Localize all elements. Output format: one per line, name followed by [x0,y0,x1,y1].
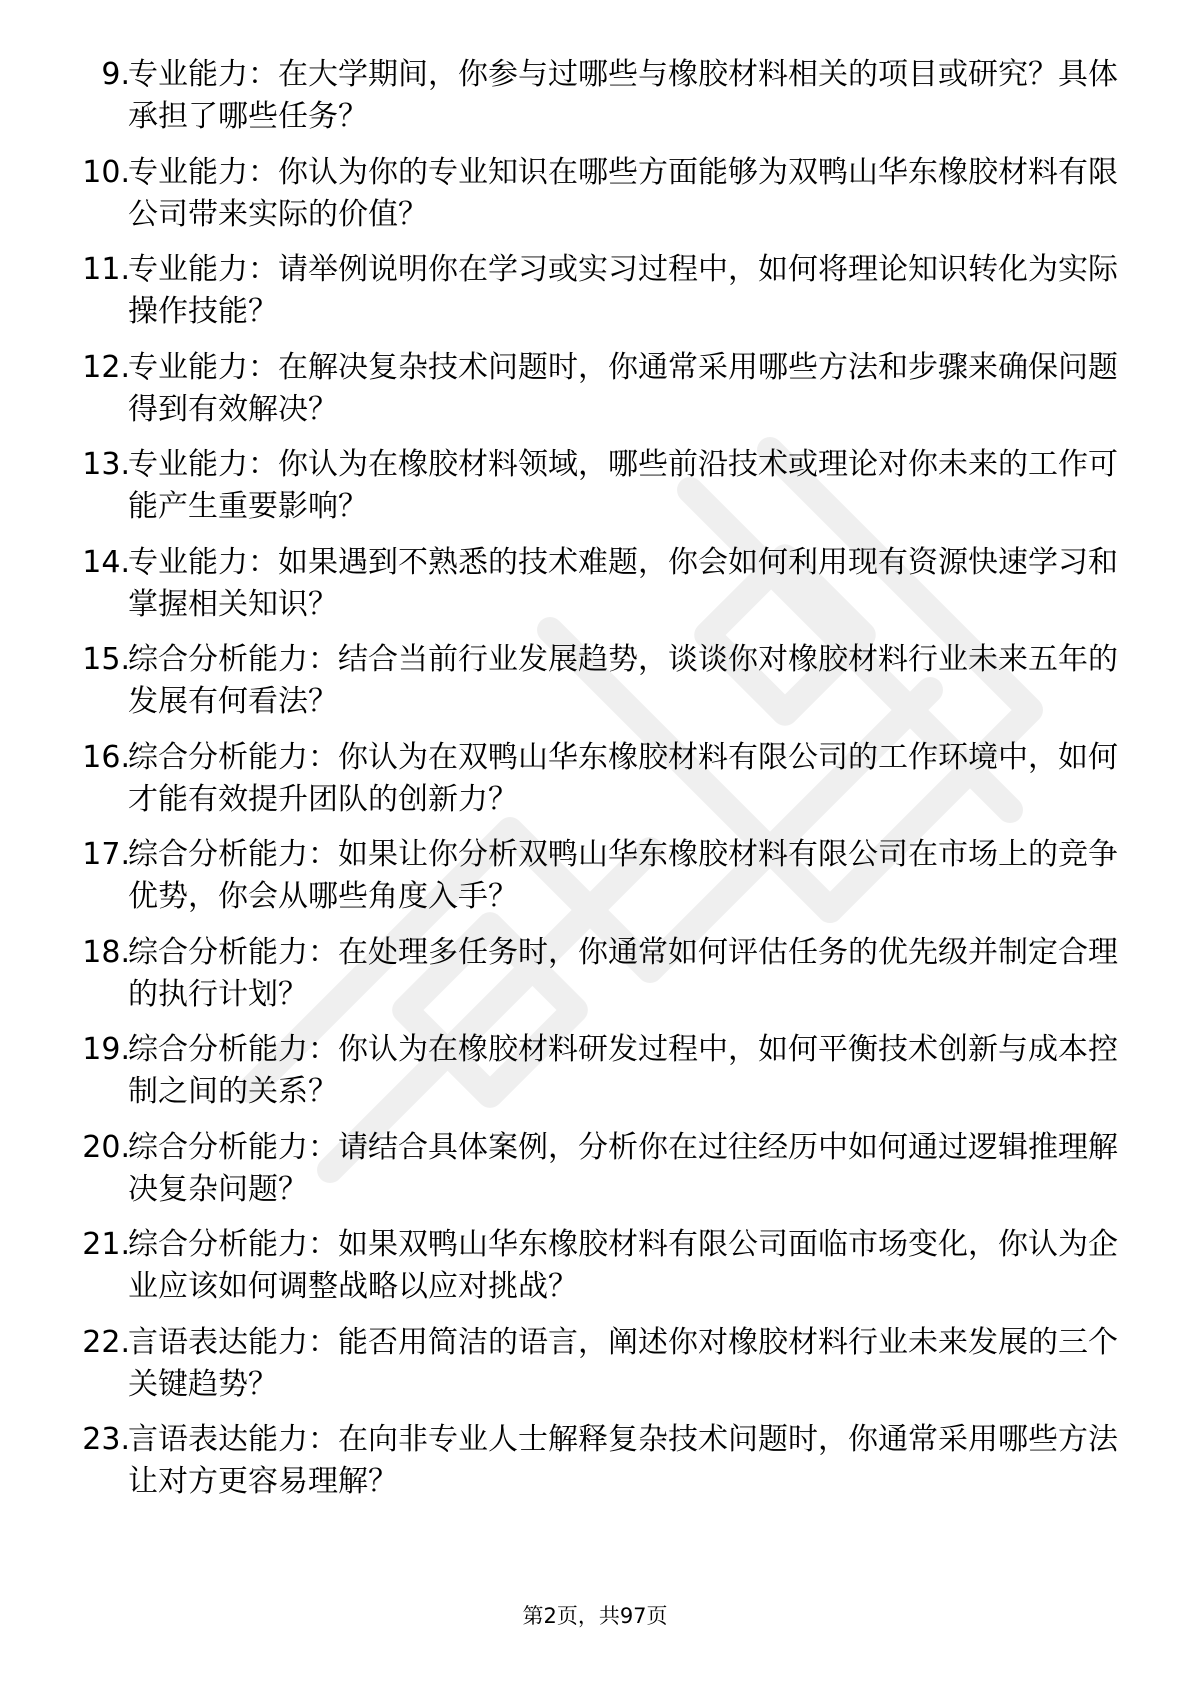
question-number: 19. [82,1032,130,1067]
question-item [0,247,1190,345]
question-text: 综合分析能力：结合当前行业发展趋势，谈谈你对橡胶材料行业未来五年的发展有何看法？ [128,642,1118,719]
question-item [0,52,1190,150]
question-number: 15. [82,642,130,677]
question-number: 11. [82,252,130,287]
question-number: 23. [82,1422,130,1457]
question-item [0,832,1190,930]
page-footer [0,1602,1190,1630]
question-text: 综合分析能力：如果双鸭山华东橡胶材料有限公司面临市场变化，你认为企业应该如何调整战略以应对挑战？ [128,1227,1118,1304]
question-item [0,1320,1190,1418]
question-text: 言语表达能力：能否用简洁的语言，阐述你对橡胶材料行业未来发展的三个关键趋势？ [128,1324,1118,1402]
question-text: 专业能力：在解决复杂技术问题时，你通常采用哪些方法和步骤来确保问题得到有效解决？ [128,349,1118,427]
question-number: 17. [82,837,130,872]
question-number: 14. [82,544,130,580]
question-text: 专业能力：你认为你的专业知识在哪些方面能够为双鸭山华东橡胶材料有限公司带来实际的价值？ [128,154,1118,232]
question-number: 13. [82,447,130,482]
question-item [0,735,1190,833]
question-number: 12. [82,349,130,385]
question-item [0,1027,1190,1125]
question-text: 言语表达能力：在向非专业人士解释复杂技术问题时，你通常采用哪些方法让对方更容易理解？ [128,1422,1118,1499]
question-number: 18. [82,934,130,970]
question-item [0,1222,1190,1320]
question-text: 综合分析能力：如果让你分析双鸭山华东橡胶材料有限公司在市场上的竞争优势，你会从哪些角度入手？ [128,837,1118,914]
question-item [0,150,1190,248]
question-number: 20. [82,1129,130,1165]
question-item [0,540,1190,638]
question-number: 10. [82,154,130,190]
question-text: 综合分析能力：你认为在橡胶材料研发过程中，如何平衡技术创新与成本控制之间的关系？ [128,1032,1118,1109]
question-text: 专业能力：请举例说明你在学习或实习过程中，如何将理论知识转化为实际操作技能？ [128,252,1118,329]
page-number-label: 第2页，共97页 [522,1604,668,1628]
question-text: 综合分析能力：你认为在双鸭山华东橡胶材料有限公司的工作环境中，如何才能有效提升团队的创新力？ [128,739,1118,817]
question-list [0,52,1190,1515]
question-text: 综合分析能力：请结合具体案例，分析你在过往经历中如何通过逻辑推理解决复杂问题？ [128,1129,1118,1207]
question-item [0,345,1190,443]
question-text: 综合分析能力：在处理多任务时，你通常如何评估任务的优先级并制定合理的执行计划？ [128,934,1118,1012]
question-item [0,1417,1190,1515]
question-item [0,1125,1190,1223]
question-number: 16. [82,739,130,775]
question-item [0,442,1190,540]
question-number: 21. [82,1227,130,1262]
question-item [0,637,1190,735]
question-item [0,930,1190,1028]
question-text: 专业能力：如果遇到不熟悉的技术难题，你会如何利用现有资源快速学习和掌握相关知识？ [128,544,1118,622]
question-number: 9. [101,57,130,92]
question-text: 专业能力：在大学期间，你参与过哪些与橡胶材料相关的项目或研究？具体承担了哪些任务？ [128,57,1118,134]
question-text: 专业能力：你认为在橡胶材料领域，哪些前沿技术或理论对你未来的工作可能产生重要影响？ [128,447,1118,524]
question-number: 22. [82,1324,130,1360]
